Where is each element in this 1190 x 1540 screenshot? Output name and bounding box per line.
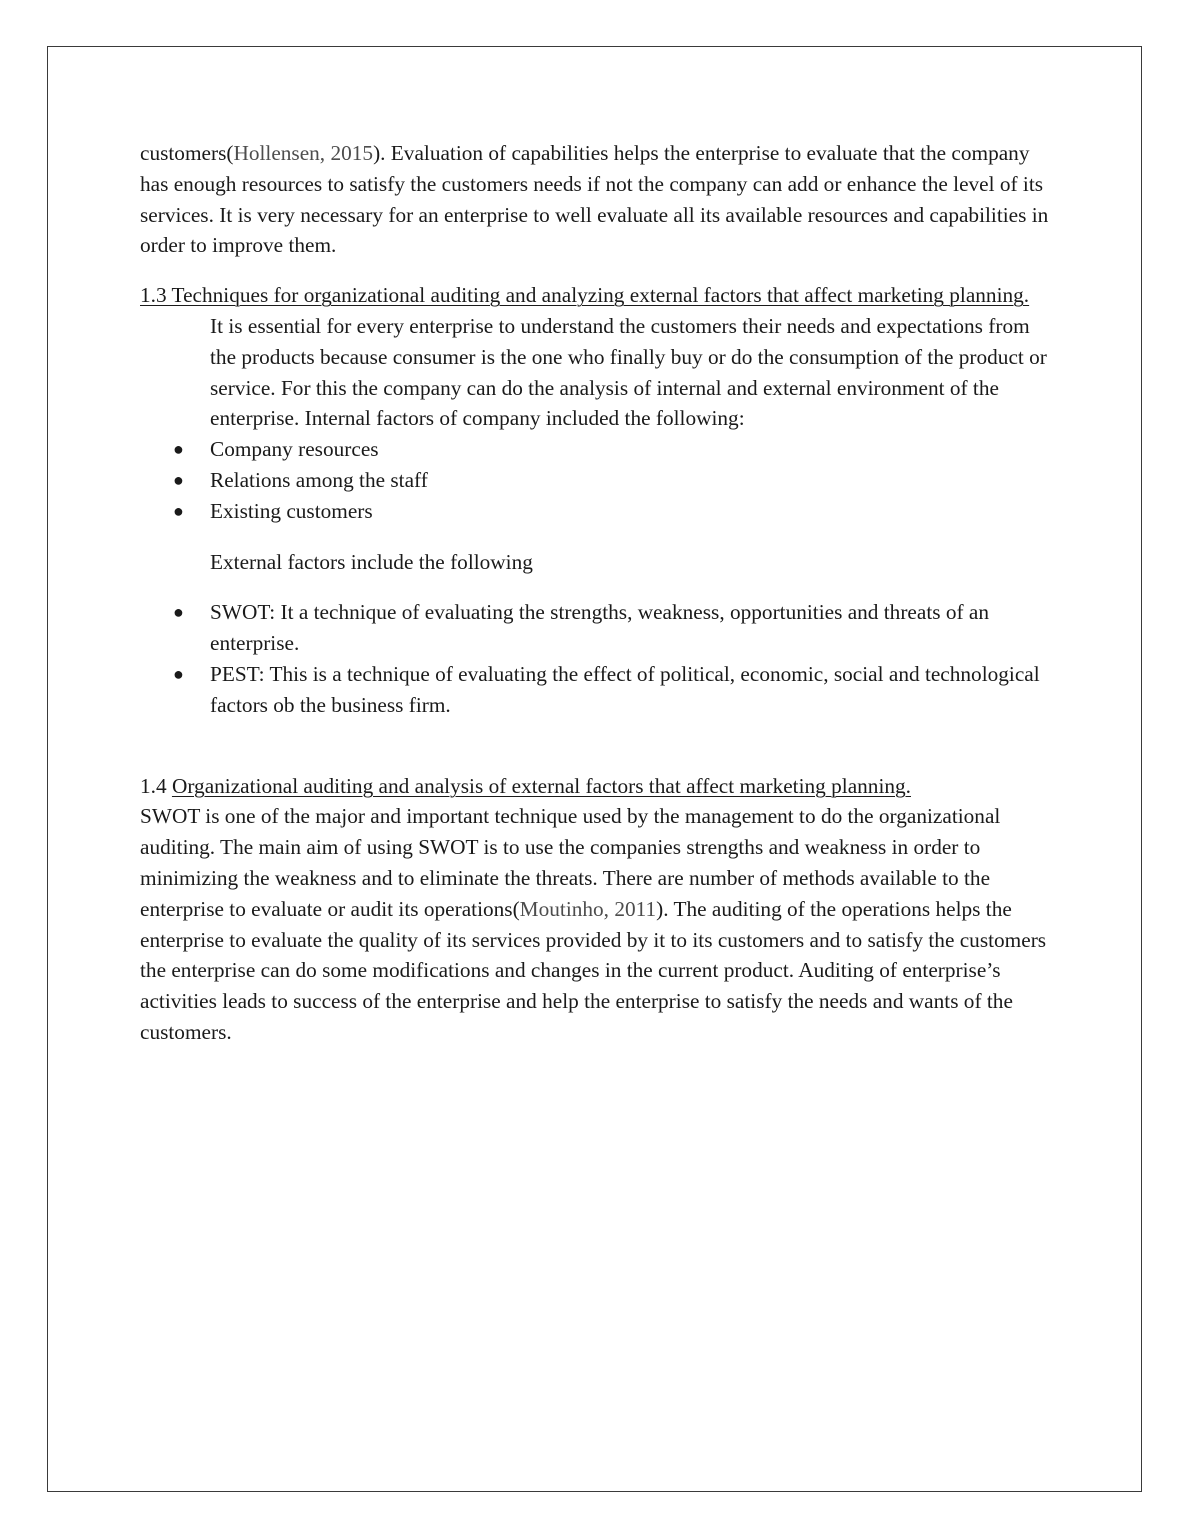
list-item: ● Existing customers bbox=[140, 496, 1052, 527]
section-1-4-body bbox=[140, 801, 1052, 1047]
section-1-3-body bbox=[210, 311, 1052, 434]
list-item: ● PEST: This is a technique of evaluating the effect of political, economic, social and technological factors ob the business firm. bbox=[140, 659, 1052, 721]
paragraph-capabilities bbox=[140, 138, 1052, 261]
citation-hollensen: Hollensen, 2015 bbox=[233, 141, 374, 165]
internal-factors-list bbox=[140, 434, 1052, 526]
bullet-icon: ● bbox=[173, 663, 184, 684]
bullet-icon: ● bbox=[173, 602, 184, 623]
section-1-4-heading bbox=[140, 771, 1052, 802]
external-factors-intro: External factors include the following bbox=[210, 549, 533, 574]
paragraph-text: ). Evaluation of capabilities helps the enterprise to evaluate that the company has enough resources to satisfy the customers needs if not the company can add or enhance the level of its services. It is very necessary for an enterprise to well evaluate all its available resources and capabilities in order to improve them. bbox=[140, 141, 1049, 258]
document-body bbox=[140, 138, 1052, 1048]
section-number: 1.4 bbox=[140, 773, 172, 798]
paragraph-text: customers( bbox=[140, 141, 234, 165]
paragraph-text: ). The auditing of the operations helps the enterprise to evaluate the quality of its services provided by it to its customers and to satisfy the customers the enterprise can do some modifications and changes in the current product. Auditing of enterprise’s activities leads to success of the enterprise and help the enterprise to satisfy the needs and wants of the customers. bbox=[140, 896, 1047, 1044]
external-factors-intro-block bbox=[210, 547, 1052, 578]
bullet-icon: ● bbox=[173, 469, 184, 490]
list-item: ● Relations among the staff bbox=[140, 465, 1052, 496]
section-1-3-heading: 1.3 Techniques for organizational auditing and analyzing external factors that affect marketing planning. bbox=[140, 283, 1030, 308]
section-title: Organizational auditing and analysis of external factors that affect marketing planning. bbox=[171, 773, 911, 798]
citation-moutinho: Moutinho, 2011 bbox=[519, 896, 657, 921]
bullet-icon: ● bbox=[173, 500, 184, 521]
list-item: ● SWOT: It a technique of evaluating the strengths, weakness, opportunities and threats of an enterprise. bbox=[140, 597, 1052, 659]
section-1-3-intro: It is essential for every enterprise to understand the customers their needs and expectations from the products because consumer is the one who finally buy or do the consumption of the product or service. For this the company can do the analysis of internal and external environment of the enterprise. Internal factors of company included the following: bbox=[210, 313, 1047, 431]
bullet-icon: ● bbox=[173, 439, 184, 460]
list-item: ● Company resources bbox=[140, 434, 1052, 465]
external-factors-list bbox=[140, 597, 1052, 720]
paragraph-text: SWOT is one of the major and important technique used by the management to do the organizational auditing. The main aim of using SWOT is to use the companies strengths and weakness in order to minimizing the weakness and to eliminate the threats. There are number of methods available to the enterprise to evaluate or audit its operations( bbox=[140, 804, 1001, 921]
